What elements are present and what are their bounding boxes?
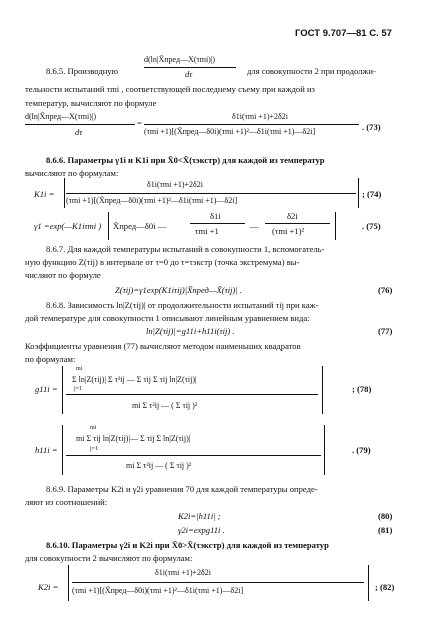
p865-line3: температур, вычисляют по формуле (25, 98, 157, 108)
eq79-num: mi Σ τij ln|Z(τij)|— Σ τij Σ ln|Z(τij)| (76, 434, 191, 443)
eq73-rhs-bar (144, 124, 359, 125)
eq78-den: mi Σ τ²ij — ( Σ τij )² (132, 401, 198, 410)
p867-formula: Z(τij)=γ1exp(K1iτij)|X̄пред—X̄(τij)| . (115, 285, 243, 295)
eq78-sum-bot: j=1 (74, 386, 83, 392)
p869-line1: 8.6.9. Параметры K2i и γ2i уравнения 70 для каждой температуры опреде- (46, 484, 318, 494)
eq78-sum-top: mi (76, 366, 83, 372)
eq73-rhs-num: δ1i(τmi +1)+2δ2i (232, 112, 288, 121)
eq79-abs-left (62, 425, 63, 475)
eq73-lhs-bar (25, 124, 135, 125)
eq78-abs-left (62, 366, 63, 414)
eq74-abs-left (64, 178, 65, 208)
p868-line2: дой температуре для совокупности 1 описывают линейным уравнением вида: (25, 313, 310, 323)
eq78-label: ; (78) (352, 384, 372, 394)
eq75-f2-num: δ2i (287, 211, 298, 221)
p866-line2: вычисляют по формулам: (25, 168, 119, 178)
p867-label: (76) (378, 285, 393, 295)
eq82-abs-left (68, 565, 69, 601)
p869-f80: K2i=|h11i| ; (178, 511, 221, 521)
eq78-lhs: g11i = (35, 384, 58, 394)
eq82-label: ; (82) (375, 582, 395, 592)
p867-line1: 8.6.7. Для каждой температуры испытаний в совокупности 1, вспомогатель- (46, 244, 325, 254)
p867-line3: числяют по формуле (25, 270, 101, 280)
p8610-line2: для совокупности 2 вычисляют по формулам: (25, 553, 193, 563)
p865-lead: 8.6.5. Производную (46, 66, 119, 76)
eq78-abs-right (322, 366, 323, 414)
eq79-bar (66, 455, 321, 456)
eq75-f1-bar (190, 223, 245, 224)
eq75-label: . (75) (362, 221, 381, 231)
eq75-mid: X̄пред—δ0i — (113, 221, 167, 231)
eq82-abs-right (368, 565, 369, 601)
p865-line2: тельности испытаний τmi , соответствующей последнему съему при каждой из (25, 84, 315, 94)
eq74-lhs: K1i = (34, 189, 55, 199)
eq82-num: δ1i(τmi +1)+2δ2i (155, 568, 211, 577)
p868-formula: ln|Z(τij)|=g11i+h11i(τij) . (146, 326, 235, 336)
p866-line1: 8.6.6. Параметры γ1i и K1i при X̄0<X̄(τэкстр) для каждой из температур (46, 155, 325, 165)
eq75-minus: — (250, 221, 259, 231)
p865-fraction-bar (144, 67, 236, 68)
eq73-label: . (73) (362, 122, 381, 132)
eq82-lhs: K2i = (38, 582, 59, 592)
eq74-bar (66, 193, 356, 194)
eq73-lhs-den: dτ (75, 127, 83, 137)
eq74-num: δ1i(τmi +1)+2δ2i (147, 180, 203, 189)
eq78-num: Σ ln|Z(τij)| Σ τ²ij — Σ τij Σ τij ln|Z(τij)| (72, 375, 197, 384)
p868-line3: Коэффициенты уравнения (77) вычисляют методом наименьших квадратов (25, 341, 301, 351)
p868-line1: 8.6.8. Зависимость ln|Z(τij)| от продолжительности испытаний τij при каж- (46, 300, 319, 310)
p865-tail: для совокупности 2 при продолжи- (247, 66, 376, 76)
eq74-label: ; (74) (362, 189, 382, 199)
eq73-equals: = (137, 118, 142, 128)
eq79-label: . (79) (352, 445, 371, 455)
eq73-lhs-num: d(ln|X̄пред—X(τmi)|) (25, 112, 97, 121)
eq79-sum-top: mi (90, 425, 97, 431)
p869-label80: (80) (378, 511, 393, 521)
eq79-abs-right (324, 425, 325, 475)
eq73-rhs-den: (τmi +1)[(X̄пред—δ0i)(τmi +1)²—δ1i(τmi +1)—δ2i] (144, 127, 316, 136)
eq78-bar (66, 394, 318, 395)
eq79-den: mi Σ τ²ij — ( Σ τij )² (126, 461, 192, 470)
eq74-den: (τmi +1)[(X̄пред—δ0i)(τmi +1)²—δ1i(τmi +1)—δ2i] (66, 196, 238, 205)
eq75-f2-bar (265, 223, 330, 224)
eq75-f1-den: τmi +1 (195, 226, 219, 236)
p865-derivative-den: dτ (185, 69, 193, 79)
eq82-den: (τmi +1)[(X̄пред—δ0i)(τmi +1)²—δ1i(τmi +1)—δ2i] (72, 586, 244, 595)
p868-line4: по формулам: (25, 354, 76, 364)
eq75-abs-right (335, 212, 336, 240)
eq79-sum-bot: j=1 (90, 446, 99, 452)
page-header: ГОСТ 9.707—81 С. 57 (295, 28, 392, 39)
p865-derivative-num: d(ln|X̄пред—X(τmi)|) (144, 55, 216, 64)
eq75-f1-num: δ1i (210, 211, 221, 221)
p867-line2: ную функцию Z(τij) в интервале от τ=0 до τ=τэкстр (точка экстремума) вы- (25, 257, 300, 267)
eq79-lhs: h11i = (35, 445, 58, 455)
p869-f81: γ2i=expg11i . (178, 525, 225, 535)
p8610-line1: 8.6.10. Параметры γ2i и K2i при X̄0>X̄(τэкстр) для каждой из температур (46, 540, 329, 550)
eq74-abs-right (358, 178, 359, 208)
eq82-bar (72, 582, 364, 583)
p869-line2: ляют из соотношений: (25, 497, 108, 507)
eq75-lhs: γ1 =exp(—K1iτmi ) (34, 221, 102, 231)
eq75-f2-den: (τmi +1)² (272, 226, 305, 236)
p868-label: (77) (378, 326, 393, 336)
p869-label81: (81) (378, 525, 393, 535)
eq75-abs-left (108, 212, 109, 240)
